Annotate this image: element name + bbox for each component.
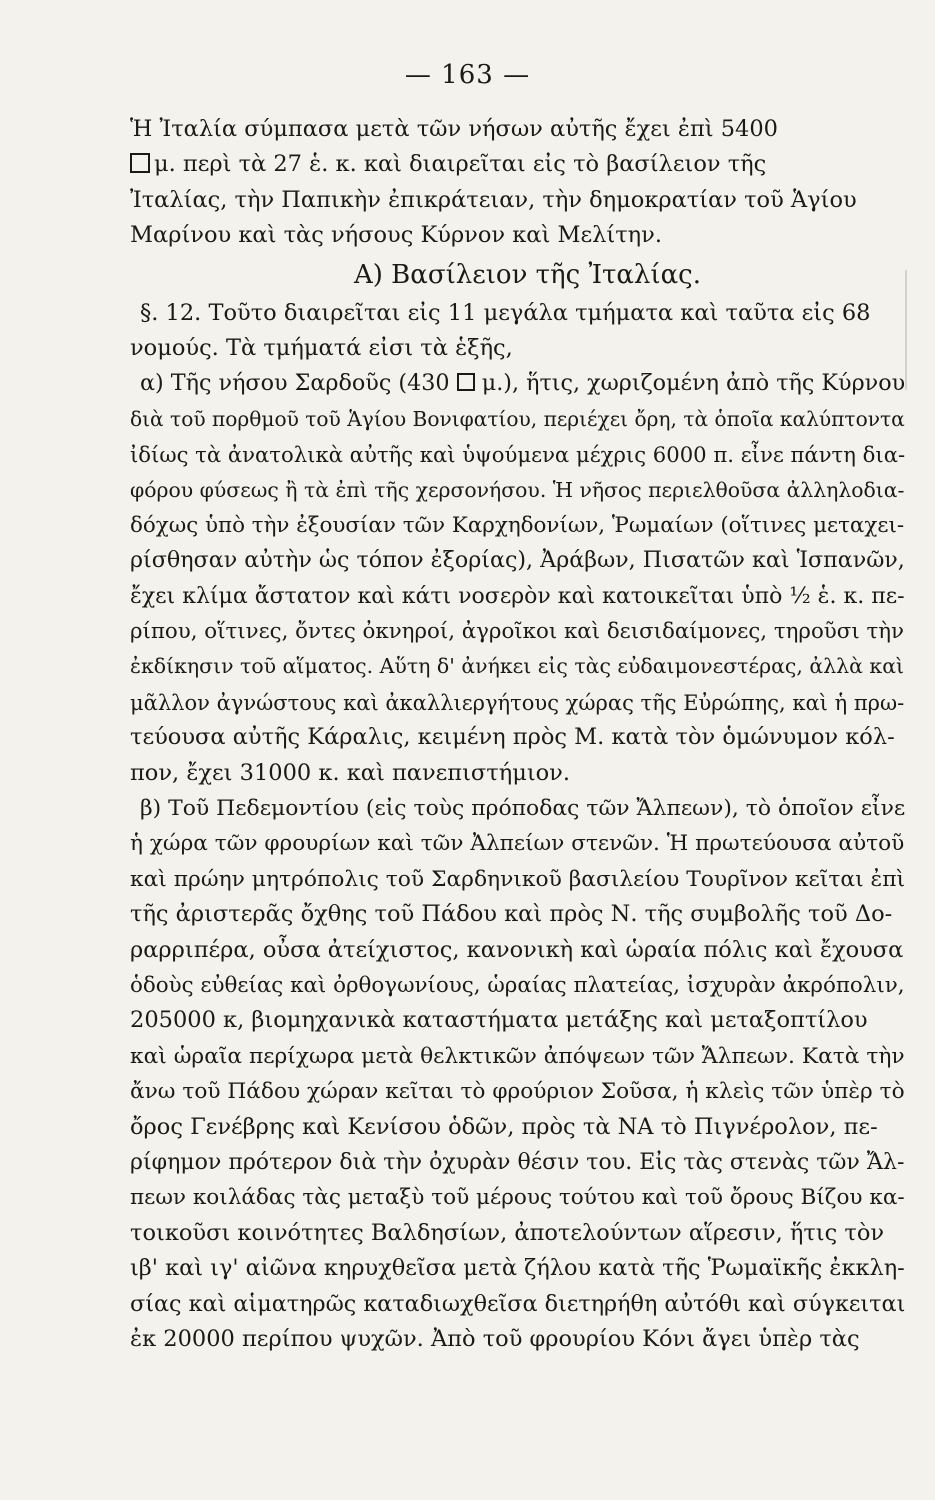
text-line: τῆς ἀριστερᾶς ὄχθης τοῦ Πάδου καὶ πρὸς Ν. τῆς συμβολῆς τοῦ Δο- bbox=[130, 901, 893, 928]
text-line: β) Τοῦ Πεδεμοντίου (εἰς τοὺς πρόποδας τῶν Ἄλπεων), τὸ ὁποῖον εἶνε bbox=[140, 796, 905, 822]
text-line: καὶ πρώην μητρόπολις τοῦ Σαρδηνικοῦ βασιλείου Τουρῖνον κεῖται ἐπὶ bbox=[130, 866, 905, 892]
text-line: ρίσθησαν αὐτὴν ὡς τόπον ἐξορίας), Ἀράβων, Πισατῶν καὶ Ἱσπανῶν, bbox=[130, 547, 905, 574]
text-line: 205000 κ, βιομηχανικὰ καταστήματα μετάξης καὶ μεταξοπτίλου bbox=[130, 1007, 868, 1034]
square-unit-icon bbox=[130, 153, 150, 173]
section-heading: Α) Βασίλειον τῆς Ἰταλίας. bbox=[354, 259, 701, 290]
text-line: ὄρος Γενέβρης καὶ Κενίσου ὁδῶν, πρὸς τὰ ΝΑ τὸ Πιγνέρολον, πε- bbox=[130, 1113, 878, 1140]
line-text-after: μ. περὶ τὰ 27 ἑ. κ. καὶ διαιρεῖται εἰς τὸ βασίλειον τῆς bbox=[154, 151, 767, 178]
text-line: πεων κοιλάδας τὰς μεταξὺ τοῦ μέρους τούτου καὶ τοῦ ὄρους Βίζου κα- bbox=[130, 1185, 905, 1211]
text-line: διὰ τοῦ πορθμοῦ τοῦ Ἁγίου Βονιφατίου, περιέχει ὄρη, τὰ ὁποῖα καλύπτοντα bbox=[130, 406, 905, 431]
text-line: νομούς. Τὰ τμήματά εἰσι τὰ ἑξῆς, bbox=[130, 334, 513, 361]
body-text bbox=[130, 112, 905, 1357]
text-line: ἄνω τοῦ Πάδου χώραν κεῖται τὸ φρούριον Σοῦσα, ἡ κλεὶς τῶν ὑπὲρ τὸ bbox=[130, 1079, 905, 1105]
text-line: τεύουσα αὐτῆς Κάραλις, κειμένη πρὸς Μ. κατὰ τὸν ὁμώνυμον κόλ- bbox=[130, 724, 895, 751]
text-line: ρίπου, οἵτινες, ὄντες ὀκνηροί, ἀγροῖκοι καὶ δεισιδαίμονες, τηροῦσι τὴν bbox=[130, 619, 905, 645]
text-line: ἡ χώρα τῶν φρουρίων καὶ τῶν Ἀλπείων στενῶν. Ἡ πρωτεύουσα αὐτοῦ bbox=[130, 831, 905, 857]
text-line bbox=[130, 366, 905, 401]
text-line: ἰδίως τὰ ἀνατολικὰ αὐτῆς καὶ ὑψούμενα μέχρις 6000 π. εἶνε πάντη δια- bbox=[130, 442, 905, 468]
text-line: μᾶλλον ἀγνώστους καὶ ἀκαλλιεργήτους χώρας τῆς Εὐρώπης, καὶ ἡ πρω- bbox=[130, 689, 905, 715]
text-line: ἐκ 20000 περίπου ψυχῶν. Ἀπὸ τοῦ φρουρίου Κόνι ἄγει ὑπὲρ τὰς bbox=[130, 1325, 860, 1352]
text-line: Ἡ Ἰταλία σύμπασα μετὰ τῶν νήσων αὐτῆς ἔχει ἐπὶ 5400 bbox=[130, 116, 778, 142]
text-line bbox=[130, 147, 905, 182]
text-line: φόρου φύσεως ἢ τὰ ἐπὶ τῆς χερσονήσου. Ἡ νῆσος περιελθοῦσα ἀλληλοδια- bbox=[130, 477, 905, 502]
text-line: τοικοῦσι κοινότητες Βαλδησίων, ἀποτελούντων αἵρεσιν, ἥτις τὸν bbox=[130, 1219, 885, 1246]
text-line: δόχως ὑπὸ τὴν ἐξουσίαν τῶν Καρχηδονίων, Ῥωμαίων (οἵτινες μεταχει- bbox=[130, 512, 905, 538]
page-number: — 163 — bbox=[404, 60, 531, 90]
text-line: ραρριπέρα, οὖσα ἀτείχιστος, κανονικὴ καὶ ὡραία πόλις καὶ ἔχουσα bbox=[130, 936, 904, 963]
line-text-after: μ.), ἥτις, χωριζομένη ἀπὸ τῆς Κύρνου bbox=[474, 370, 905, 397]
text-line: πον, ἔχει 31000 κ. καὶ πανεπιστήμιον. bbox=[130, 759, 571, 786]
text-line: ὁδοὺς εὐθείας καὶ ὀρθογωνίους, ὡραίας πλατείας, ἰσχυρὰν ἀκρόπολιν, bbox=[130, 972, 905, 998]
text-line: καὶ ὡραῖα περίχωρα μετὰ θελκτικῶν ἀπόψεων τῶν Ἄλπεων. Κατὰ τὴν bbox=[130, 1043, 905, 1069]
text-line: ρίφημον πρότερον διὰ τὴν ὀχυρὰν θέσιν του. Εἰς τὰς στενὰς τῶν Ἄλ- bbox=[130, 1149, 905, 1175]
text-line: Ἰταλίας, τὴν Παπικὴν ἐπικράτειαν, τὴν δημοκρατίαν τοῦ Ἁγίου bbox=[130, 186, 857, 213]
line-text-before: α) Τῆς νήσου Σαρδοῦς (430 bbox=[140, 370, 457, 397]
text-line: §. 12. Τοῦτο διαιρεῖται εἰς 11 μεγάλα τμήματα καὶ ταῦτα εἰς 68 bbox=[140, 299, 871, 326]
square-unit-icon bbox=[457, 373, 475, 391]
margin-mark bbox=[905, 270, 907, 390]
text-line: Μαρίνου καὶ τὰς νήσους Κύρνον καὶ Μελίτην. bbox=[130, 222, 662, 249]
text-line: ἔχει κλίμα ἄστατον καὶ κάτι νοσερὸν καὶ κατοικεῖται ὑπὸ ½ ἑ. κ. πε- bbox=[130, 583, 905, 609]
text-line: ιβ' καὶ ιγ' αἰῶνα κηρυχθεῖσα μετὰ ζήλου κατὰ τῆς Ῥωμαϊκῆς ἐκκλη- bbox=[130, 1255, 905, 1282]
text-line: σίας καὶ αἱματηρῶς καταδιωχθεῖσα διετηρήθη αὐτόθι καὶ σύγκειται bbox=[130, 1290, 905, 1317]
text-line: ἐκδίκησιν τοῦ αἵματος. Αὕτη δ' ἀνήκει εἰς τὰς εὐδαιμονεστέρας, ἀλλὰ καὶ bbox=[130, 654, 905, 679]
